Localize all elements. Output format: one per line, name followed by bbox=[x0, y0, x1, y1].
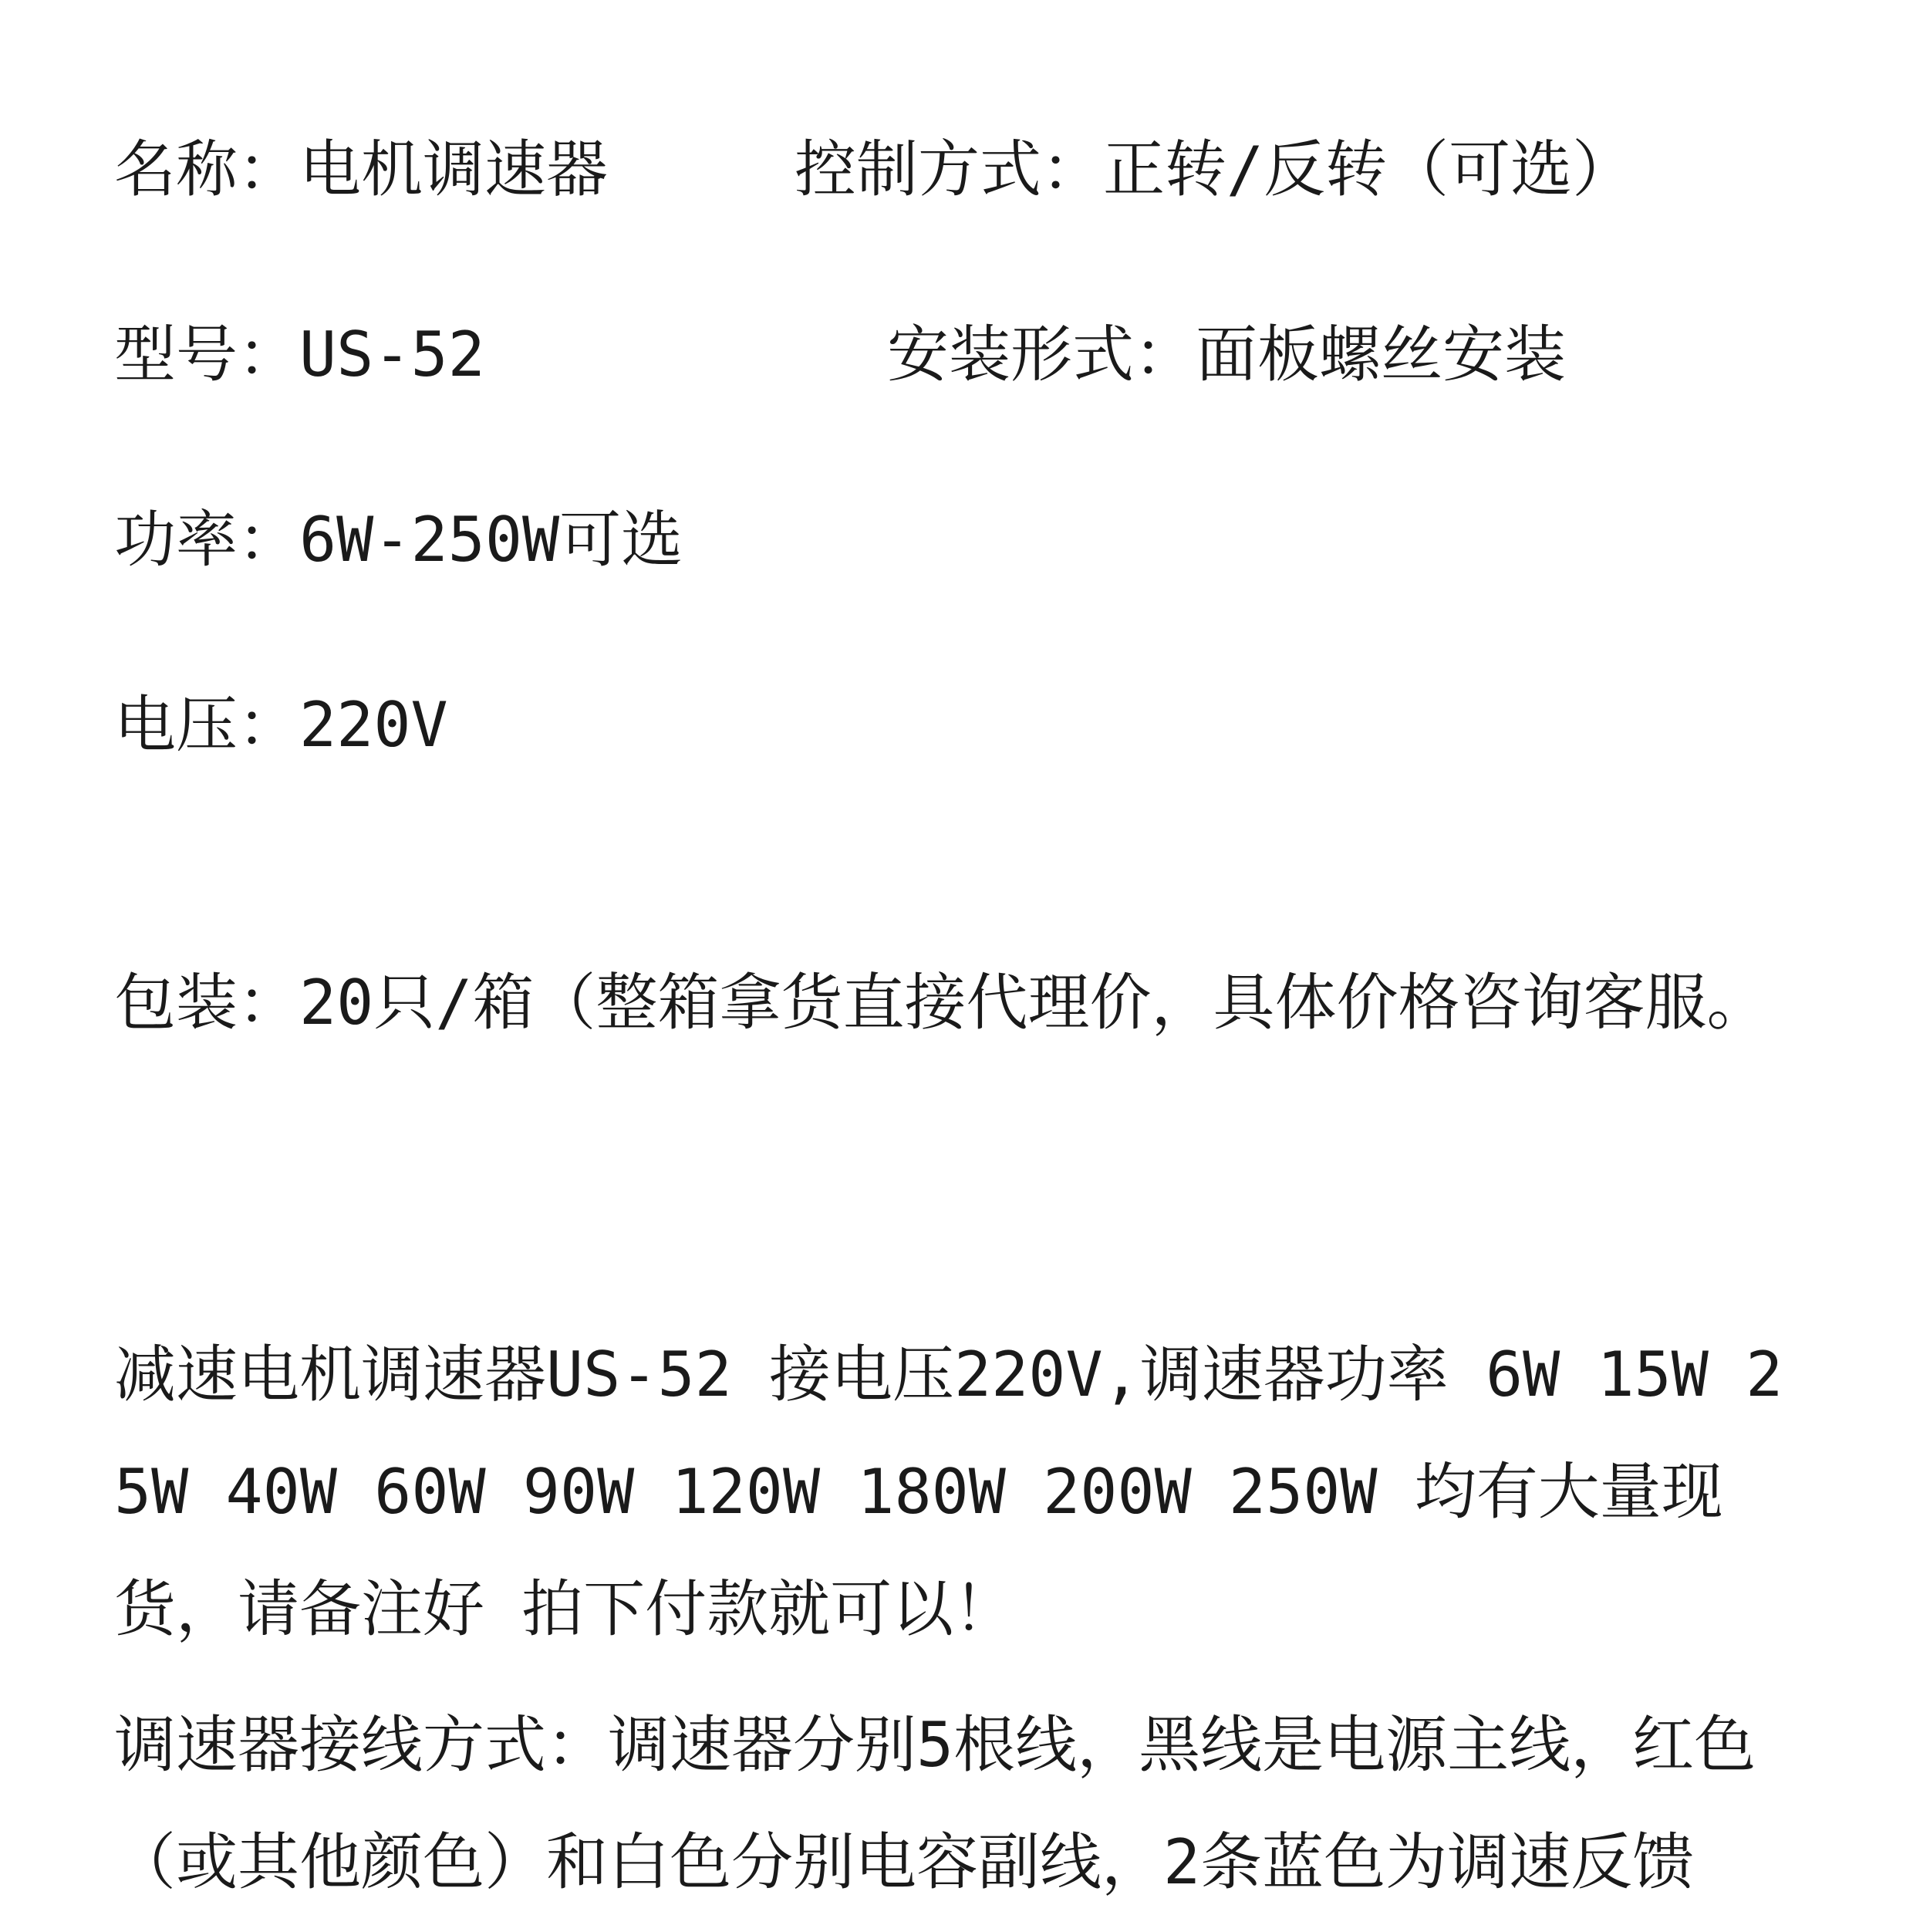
spec-packaging: 包装：20只/箱（整箱拿货直接代理价，具体价格咨询客服。 bbox=[114, 967, 1769, 1039]
stock-paragraph: 减速电机调速器US-52 接电压220V,调速器功率 6W 15W 25W 40W 60W 90W 120W 180W 200W 250W 均有大量现货，请备注好 拍下付款就可以！ bbox=[114, 1339, 1783, 1645]
spec-power: 功率：6W-250W可选 bbox=[114, 504, 683, 576]
wiring-paragraph: 调速器接线方式：调速器分别5根线，黑线是电源主线，红色（或其他颜色）和白色分别电容副线，2条蓝色为调速反馈 bbox=[114, 1709, 1756, 1898]
spec-model: 型号：US-52 bbox=[114, 319, 485, 390]
spec-control-mode: 控制方式：正转/反转（可选） bbox=[795, 133, 1635, 205]
spec-name: 名称：电机调速器 bbox=[114, 133, 608, 205]
spec-voltage: 电压：220V bbox=[114, 689, 448, 761]
spec-install-form: 安装形式：面板螺丝安装 bbox=[887, 319, 1566, 390]
